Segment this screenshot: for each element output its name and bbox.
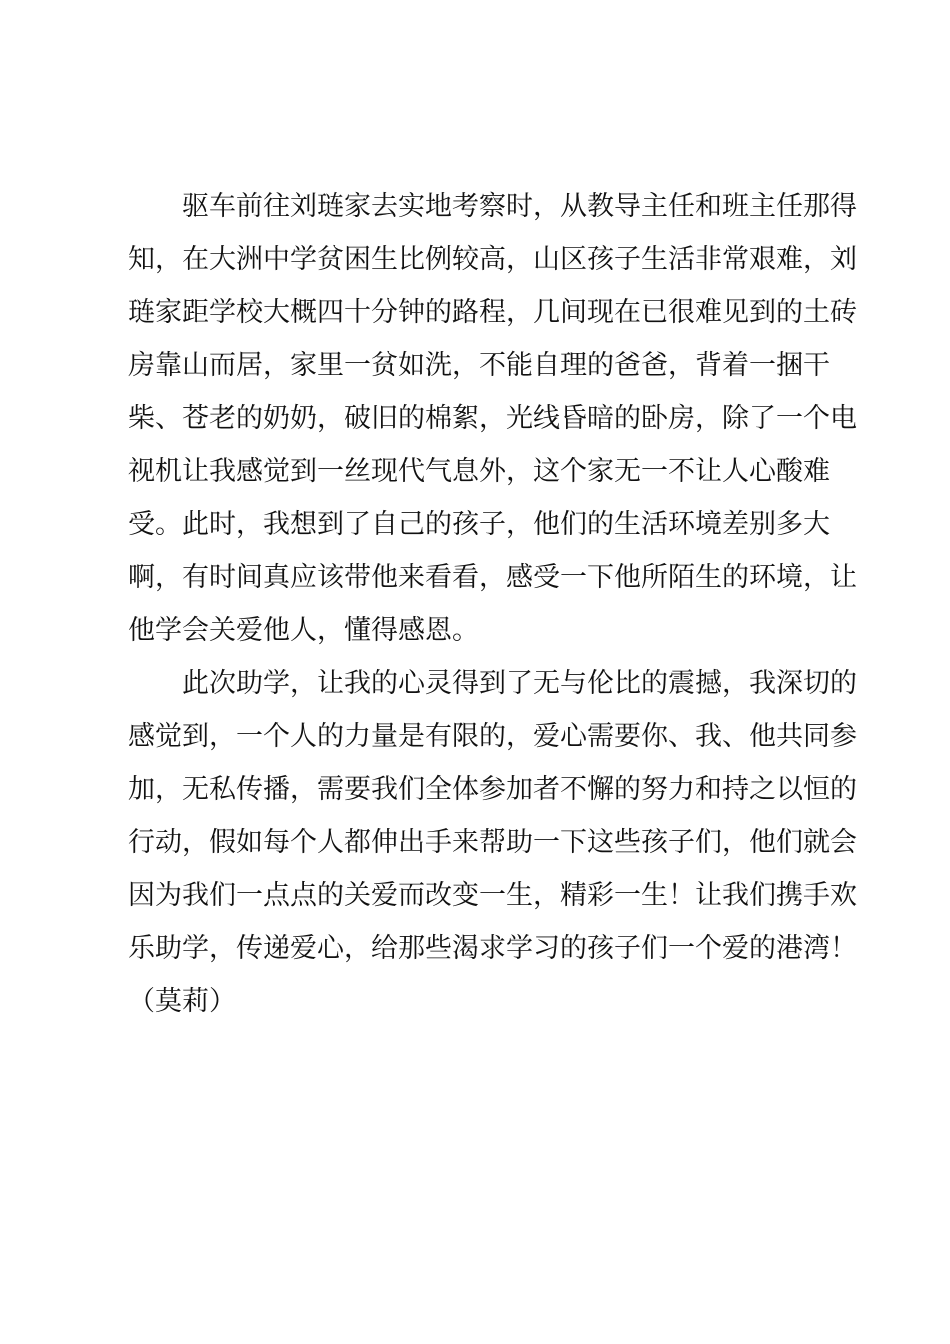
author-signature: （莫莉） (128, 986, 236, 1017)
paragraph-line: 知，在大洲中学贫困生比例较高，山区孩子生活非常艰难，刘 (128, 244, 857, 275)
paragraph-line: 柴、苍老的奶奶，破旧的棉絮，光线昏暗的卧房，除了一个电 (128, 403, 857, 434)
paragraph-line: 视机让我感觉到一丝现代气息外，这个家无一不让人心酸难 (128, 456, 830, 487)
document-body (128, 180, 857, 1028)
paragraph-2 (128, 657, 857, 1028)
paragraph-line: 乐助学，传递爱心，给那些渴求学习的孩子们一个爱的港湾！ (128, 933, 857, 964)
paragraph-line: 琏家距学校大概四十分钟的路程，几间现在已很难见到的土砖 (128, 297, 857, 328)
paragraph-line: 房靠山而居，家里一贫如洗，不能自理的爸爸，背着一捆干 (128, 350, 830, 381)
paragraph-1 (128, 180, 857, 657)
paragraph-line: 受。此时，我想到了自己的孩子，他们的生活环境差别多大 (128, 509, 830, 540)
paragraph-line: 加，无私传播，需要我们全体参加者不懈的努力和持之以恒的 (128, 774, 857, 805)
paragraph-line: 此次助学，让我的心灵得到了无与伦比的震撼，我深切的 (182, 668, 857, 699)
paragraph-line: 他学会关爱他人，懂得感恩。 (128, 615, 479, 646)
paragraph-line: 驱车前往刘琏家去实地考察时，从教导主任和班主任那得 (182, 191, 857, 222)
paragraph-line: 因为我们一点点的关爱而改变一生，精彩一生！让我们携手欢 (128, 880, 857, 911)
paragraph-line: 感觉到，一个人的力量是有限的，爱心需要你、我、他共同参 (128, 721, 857, 752)
paragraph-line: 啊，有时间真应该带他来看看，感受一下他所陌生的环境，让 (128, 562, 857, 593)
paragraph-line: 行动，假如每个人都伸出手来帮助一下这些孩子们，他们就会 (128, 827, 857, 858)
